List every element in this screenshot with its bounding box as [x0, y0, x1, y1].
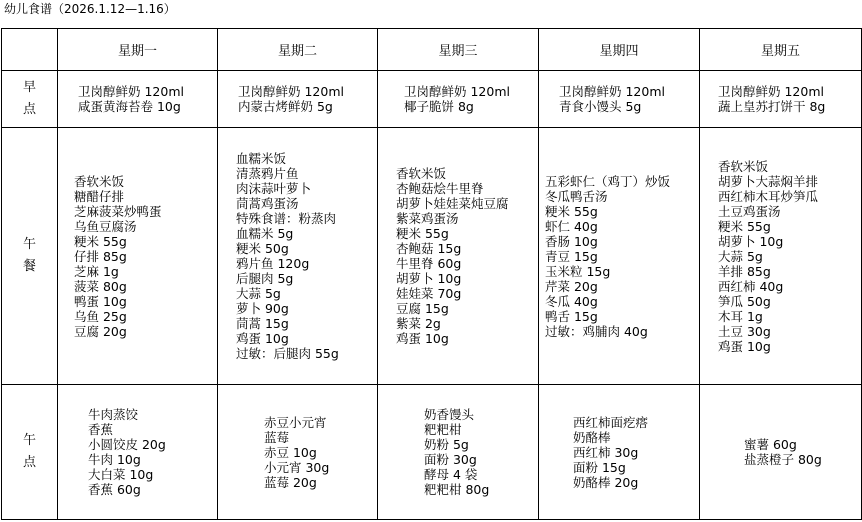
- menu-line: 牛里脊 60g: [396, 256, 462, 271]
- menu-line: 面粉 30g: [424, 452, 477, 467]
- menu-line: 粳米 55g: [74, 233, 127, 249]
- menu-cell: [218, 128, 378, 385]
- menu-line: 冬瓜鸭舌汤: [545, 188, 608, 204]
- menu-line: 血糯米 5g: [236, 226, 294, 241]
- menu-line: 血糯米饭: [236, 151, 287, 166]
- menu-cell: [700, 71, 862, 128]
- menu-line: 粑粑柑: [424, 422, 462, 437]
- menu-line: 粳米 55g: [396, 226, 449, 241]
- menu-line: 赤豆小元宵: [264, 414, 327, 430]
- menu-cell: [539, 385, 700, 520]
- menu-line: 咸蛋黄海苔卷 10g: [78, 99, 181, 114]
- weekly-menu-table: [1, 28, 862, 520]
- menu-line: 芝麻菠菜炒鸭蛋: [74, 203, 162, 219]
- menu-line: 蜜薯 60g: [744, 437, 797, 452]
- menu-line: 芹菜 20g: [545, 278, 598, 294]
- menu-item-list: [74, 174, 162, 339]
- menu-line: 蓝莓 20g: [264, 474, 317, 490]
- menu-line: 过敏：鸡脯肉 40g: [545, 323, 648, 339]
- menu-line: 鸭蛋 10g: [74, 293, 127, 309]
- menu-item-list: [264, 415, 329, 490]
- menu-line: 虾仁 40g: [545, 218, 598, 234]
- menu-line: 肉沫蒜叶萝卜: [236, 181, 312, 196]
- menu-line: 粳米 50g: [236, 241, 289, 256]
- menu-line: 粑粑柑 80g: [424, 482, 490, 497]
- menu-line: 乌鱼 25g: [74, 308, 127, 324]
- menu-line: 面粉 15g: [573, 459, 626, 475]
- menu-line: 胡萝卜大蒜焖羊排: [718, 173, 819, 189]
- menu-line: 茼蒿 15g: [236, 316, 289, 331]
- menu-line: 内蒙古烤鲜奶 5g: [238, 99, 333, 114]
- menu-cell: [58, 385, 218, 520]
- menu-cell: [58, 71, 218, 128]
- document-title: 幼儿食谱（2026.1.12—1.16）: [4, 2, 176, 16]
- menu-item-list: [88, 407, 166, 497]
- menu-line: 大蒜 5g: [236, 286, 281, 301]
- menu-line: 玉米粒 15g: [545, 263, 611, 279]
- row-label-lunch: [2, 128, 58, 385]
- lunch-row: [2, 128, 862, 385]
- row-label-char: 午: [22, 433, 36, 448]
- menu-cell: [539, 128, 700, 385]
- menu-line: 小圆饺皮 20g: [88, 437, 166, 452]
- menu-item-list: [573, 415, 648, 490]
- menu-line: 茼蒿鸡蛋汤: [236, 196, 299, 211]
- menu-line: 大蒜 5g: [718, 248, 763, 264]
- menu-line: 赤豆 10g: [264, 444, 317, 460]
- day-header-mon: 星期一: [58, 29, 218, 71]
- menu-line: 木耳 1g: [718, 308, 763, 324]
- morning-snack-row: [2, 71, 862, 128]
- menu-line: 盐蒸橙子 80g: [744, 452, 822, 467]
- menu-item-list: [236, 151, 339, 361]
- menu-item-list: [744, 437, 822, 467]
- day-header-tue: 星期二: [218, 29, 378, 71]
- menu-line: 奶酪棒: [573, 429, 611, 445]
- menu-line: 杏鲍菇烩牛里脊: [396, 181, 484, 196]
- row-label-char: 点: [22, 455, 36, 470]
- menu-line: 西红柿木耳炒笋瓜: [718, 188, 819, 204]
- menu-line: 香肠 10g: [545, 233, 598, 249]
- day-header-wed: 星期三: [378, 29, 539, 71]
- menu-line: 牛肉 10g: [88, 452, 141, 467]
- menu-line: 清蒸鸦片鱼: [236, 166, 299, 181]
- menu-line: 粳米 55g: [718, 218, 771, 234]
- menu-line: 仔排 85g: [74, 248, 127, 264]
- menu-line: 酵母 4 袋: [424, 467, 478, 482]
- menu-line: 菠菜 80g: [74, 278, 127, 294]
- menu-cell: [378, 385, 539, 520]
- menu-line: 卫岗醇鲜奶 120ml: [238, 84, 344, 99]
- menu-item-list: [718, 84, 825, 114]
- menu-item-list: [404, 84, 510, 114]
- menu-line: 牛肉蒸饺: [88, 407, 139, 422]
- menu-line: 乌鱼豆腐汤: [74, 218, 137, 234]
- menu-item-list: [424, 407, 489, 497]
- menu-line: 香蕉 60g: [88, 482, 141, 497]
- menu-line: 芝麻 1g: [74, 263, 119, 279]
- row-label-afternoon-snack: [2, 385, 58, 520]
- menu-item-list: [238, 84, 344, 114]
- menu-cell: [58, 128, 218, 385]
- menu-line: 萝卜 90g: [236, 301, 289, 316]
- menu-line: 笋瓜 50g: [718, 293, 771, 309]
- menu-line: 香蕉: [88, 422, 114, 437]
- row-label-char: 餐: [22, 259, 36, 274]
- menu-line: 土豆鸡蛋汤: [718, 203, 781, 219]
- menu-line: 香软米饭: [718, 158, 769, 174]
- menu-line: 豆腐 15g: [396, 301, 449, 316]
- menu-cell: [218, 385, 378, 520]
- menu-line: 卫岗醇鲜奶 120ml: [404, 84, 510, 99]
- menu-line: 五彩虾仁（鸡丁）炒饭: [545, 173, 671, 189]
- menu-line: 豆腐 20g: [74, 323, 127, 339]
- menu-line: 土豆 30g: [718, 323, 771, 339]
- day-header-fri: 星期五: [700, 29, 862, 71]
- menu-cell: [378, 128, 539, 385]
- menu-line: 蔬上皇苏打饼干 8g: [718, 99, 826, 114]
- menu-line: 胡萝卜 10g: [718, 233, 784, 249]
- menu-line: 小元宵 30g: [264, 459, 330, 475]
- menu-line: 大白菜 10g: [88, 467, 154, 482]
- menu-item-list: [718, 159, 818, 354]
- menu-line: 西红柿 40g: [718, 278, 784, 294]
- menu-line: 胡萝卜娃娃菜炖豆腐: [396, 196, 509, 211]
- menu-line: 冬瓜 40g: [545, 293, 598, 309]
- row-label-char: 点: [22, 102, 36, 117]
- menu-item-list: [78, 84, 184, 114]
- menu-line: 羊排 85g: [718, 263, 771, 279]
- row-label-morning-snack: [2, 71, 58, 128]
- menu-line: 奶香馒头: [424, 407, 475, 422]
- menu-cell: [218, 71, 378, 128]
- menu-line: 鸦片鱼 120g: [236, 256, 310, 271]
- menu-line: 糖醋仔排: [74, 188, 125, 204]
- menu-line: 紫菜鸡蛋汤: [396, 211, 459, 226]
- menu-line: 鸭舌 15g: [545, 308, 598, 324]
- menu-line: 香软米饭: [396, 166, 447, 181]
- menu-line: 粳米 55g: [545, 203, 598, 219]
- menu-line: 过敏：后腿肉 55g: [236, 346, 339, 361]
- menu-item-list: [545, 174, 670, 339]
- menu-line: 杏鲍菇 15g: [396, 241, 462, 256]
- menu-line: 奶酪棒 20g: [573, 474, 639, 490]
- menu-cell: [700, 128, 862, 385]
- day-header-thu: 星期四: [539, 29, 700, 71]
- menu-line: 青食小馒头 5g: [559, 99, 642, 114]
- row-label-char: 午: [22, 237, 36, 252]
- menu-line: 蓝莓: [264, 429, 290, 445]
- menu-line: 香软米饭: [74, 173, 125, 189]
- corner-cell: [2, 29, 58, 71]
- menu-line: 娃娃菜 70g: [396, 286, 462, 301]
- menu-line: 后腿肉 5g: [236, 271, 294, 286]
- menu-line: 卫岗醇鲜奶 120ml: [559, 84, 665, 99]
- menu-cell: [539, 71, 700, 128]
- menu-line: 椰子脆饼 8g: [404, 99, 474, 114]
- menu-line: 紫菜 2g: [396, 316, 441, 331]
- row-label-char: 早: [22, 80, 36, 95]
- menu-line: 卫岗醇鲜奶 120ml: [78, 84, 184, 99]
- menu-line: 奶粉 5g: [424, 437, 469, 452]
- menu-line: 特殊食谱：粉蒸肉: [236, 211, 337, 226]
- afternoon-snack-row: [2, 385, 862, 520]
- menu-line: 胡萝卜 10g: [396, 271, 462, 286]
- menu-item-list: [559, 84, 665, 114]
- header-row: [2, 29, 862, 71]
- menu-line: 卫岗醇鲜奶 120ml: [718, 84, 824, 99]
- menu-line: 鸡蛋 10g: [718, 338, 771, 354]
- menu-line: 鸡蛋 10g: [396, 331, 449, 346]
- menu-line: 西红柿 30g: [573, 444, 639, 460]
- menu-line: 鸡蛋 10g: [236, 331, 289, 346]
- menu-item-list: [396, 166, 509, 346]
- menu-line: 青豆 15g: [545, 248, 598, 264]
- menu-cell: [700, 385, 862, 520]
- menu-cell: [378, 71, 539, 128]
- menu-line: 西红柿面疙瘩: [573, 414, 649, 430]
